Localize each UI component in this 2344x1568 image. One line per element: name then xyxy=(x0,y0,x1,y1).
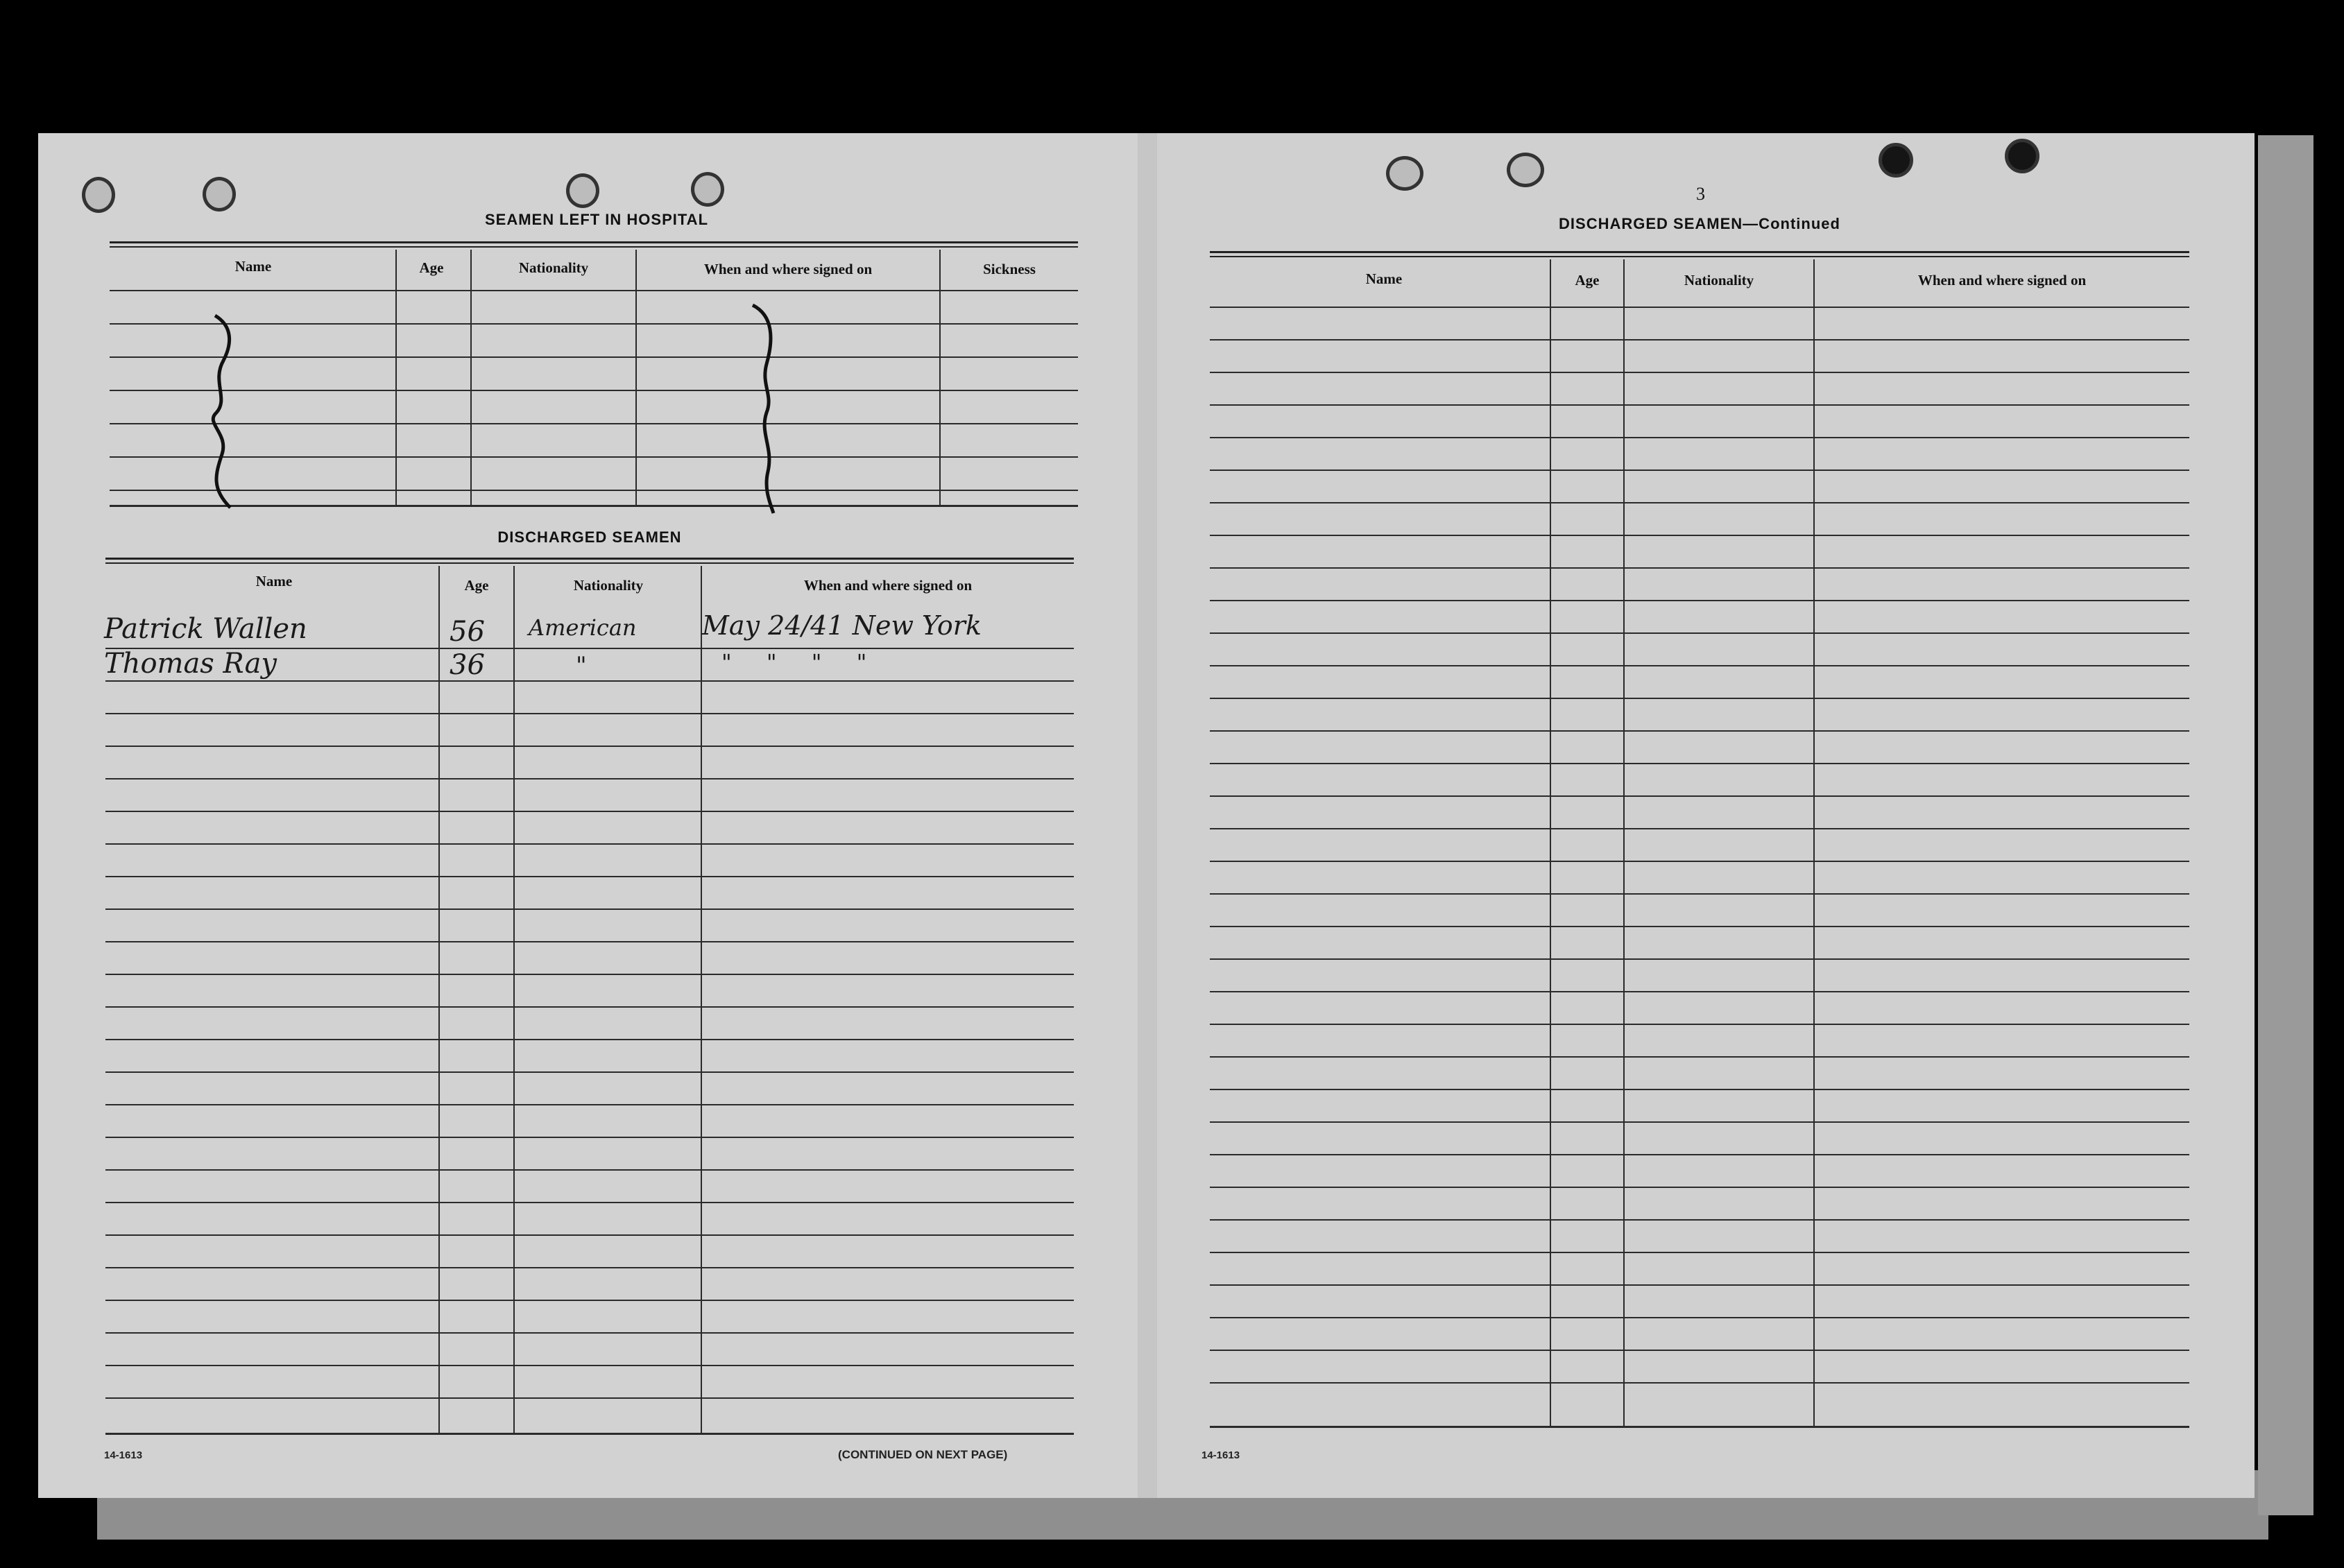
hospital-col-age: Age xyxy=(419,259,444,276)
discharged-table xyxy=(105,558,1074,1445)
row2-signed-on: " " " " xyxy=(721,649,881,675)
handwritten-brace xyxy=(201,312,257,513)
right-section-title: DISCHARGED SEAMEN—Continued xyxy=(1559,215,1840,232)
under-sheet-right xyxy=(2258,135,2313,1515)
punch-hole xyxy=(566,173,599,208)
page-fold xyxy=(1138,133,1157,1498)
continued-col-age: Age xyxy=(1575,272,1600,288)
discharged-col-name: Name xyxy=(255,573,293,589)
punch-hole xyxy=(1507,153,1544,187)
row2-age: 36 xyxy=(450,649,485,681)
hospital-col-sickness: Sickness xyxy=(983,261,1036,277)
hospital-section-title: SEAMEN LEFT IN HOSPITAL xyxy=(484,211,709,228)
row2-name: Thomas Ray xyxy=(104,648,277,680)
continued-col-signed-on: When and where signed on xyxy=(1917,272,2087,288)
punch-hole xyxy=(82,177,115,213)
punch-hole xyxy=(203,177,236,212)
right-form-number: 14-1613 xyxy=(1201,1449,1240,1461)
continued-note: (CONTINUED ON NEXT PAGE) xyxy=(838,1448,1008,1461)
row1-signed-on: May 24/41 New York xyxy=(702,610,982,641)
punch-hole xyxy=(2005,139,2039,173)
handwritten-brace xyxy=(746,302,801,517)
row1-age: 56 xyxy=(450,616,485,648)
punch-hole xyxy=(1386,156,1423,191)
punch-hole xyxy=(691,172,724,207)
left-form-number: 14-1613 xyxy=(104,1449,143,1461)
continued-col-nationality: Nationality xyxy=(1684,272,1754,288)
page-number: 3 xyxy=(1696,184,1705,204)
discharged-col-nationality: Nationality xyxy=(573,577,644,594)
row1-name: Patrick Wallen xyxy=(104,613,307,645)
continued-table xyxy=(1210,251,2189,1441)
hospital-col-name: Name xyxy=(234,258,272,275)
row2-nationality: " xyxy=(576,652,587,680)
hospital-col-signed-on: When and where signed on xyxy=(703,261,873,277)
continued-col-name: Name xyxy=(1365,270,1403,287)
row1-nationality: American xyxy=(529,614,637,641)
punch-hole xyxy=(1879,143,1913,178)
discharged-col-signed-on: When and where signed on xyxy=(803,577,973,594)
hospital-col-nationality: Nationality xyxy=(518,259,589,276)
discharged-section-title: DISCHARGED SEAMEN xyxy=(497,528,682,546)
discharged-col-age: Age xyxy=(464,577,489,594)
